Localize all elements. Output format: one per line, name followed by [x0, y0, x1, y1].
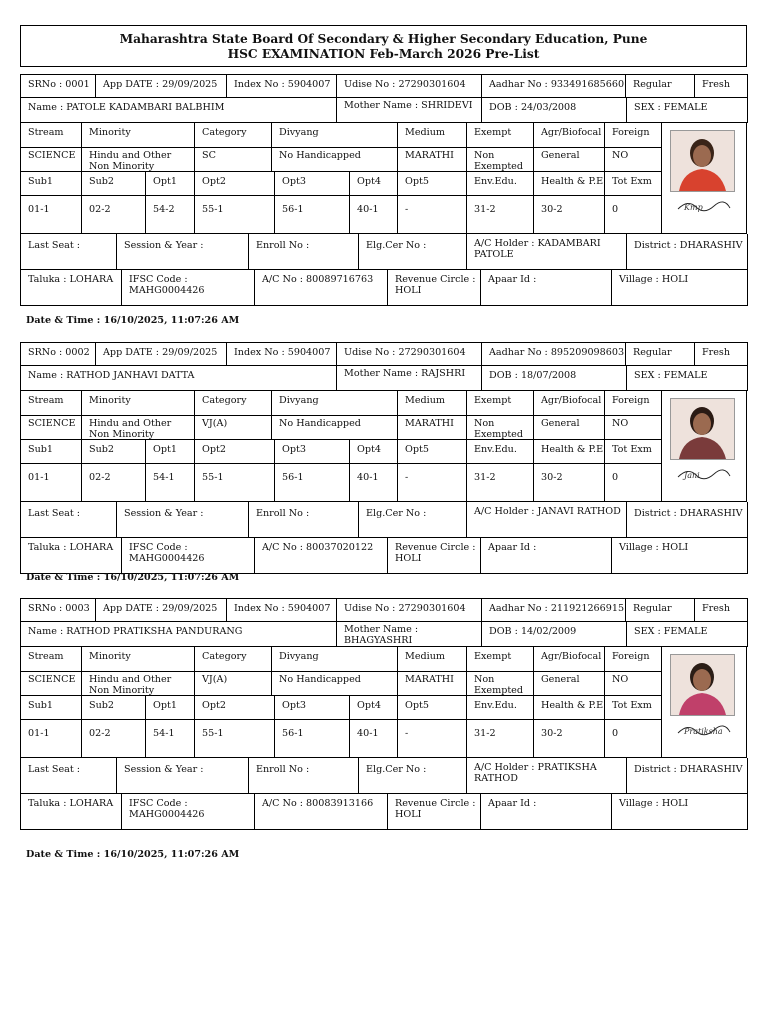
subject-value: 0: [604, 196, 662, 233]
photo-cell: [661, 391, 747, 502]
record-row-subjects: [20, 696, 661, 720]
subject-value: 40-1: [349, 196, 397, 233]
regular-status: Regular: [625, 599, 694, 621]
subject-label: Opt1: [145, 440, 194, 463]
subject-value: 54-1: [145, 720, 194, 757]
session-year: Session & Year :: [116, 234, 248, 269]
subject-label: Health & P.E: [533, 172, 604, 195]
udise-no: Udise No : 27290301604: [336, 599, 481, 621]
subject-value: 02-2: [81, 196, 145, 233]
document-header: [20, 25, 747, 67]
subject-value: 56-1: [274, 196, 349, 233]
field-label: Stream: [28, 395, 64, 406]
sr-no: SRNo : 0002: [28, 347, 90, 358]
apaar-id: Apaar Id :: [480, 538, 611, 573]
photo-cell: [661, 647, 747, 758]
record-row-seat: [20, 502, 748, 538]
subject-value: 54-2: [145, 196, 194, 233]
apaar-id: Apaar Id :: [480, 270, 611, 305]
subject-label: Env.Edu.: [466, 172, 533, 195]
field-value: Non Exempted: [466, 148, 533, 171]
field-value: VJ(A): [194, 672, 271, 695]
district: District : DHARASHIV: [626, 758, 749, 793]
record-row-labels: [20, 123, 661, 148]
student-photo: [670, 654, 735, 716]
field-value: SC: [194, 148, 271, 171]
record-row-name: [20, 98, 748, 123]
field-label: Foreign: [604, 391, 662, 415]
subject-label: Opt3: [274, 440, 349, 463]
subject-value: 55-1: [194, 464, 274, 501]
subject-label: Opt5: [397, 696, 466, 719]
field-label: Category: [194, 123, 271, 147]
sex: SEX : FEMALE: [626, 622, 749, 646]
session-year: Session & Year :: [116, 758, 248, 793]
field-label: Agr/Biofocal: [533, 123, 604, 147]
elg-cer-no: Elg.Cer No :: [358, 234, 466, 269]
subject-label: Opt4: [349, 696, 397, 719]
record-row-seat: [20, 758, 748, 794]
exam-title: HSC EXAMINATION Feb-March 2026 Pre-List: [227, 47, 540, 61]
subject-label: Opt1: [145, 172, 194, 195]
signature-text: Pratiksha: [684, 727, 723, 736]
field-value: No Handicapped: [271, 416, 397, 439]
subject-label: Opt3: [274, 172, 349, 195]
subject-value: 40-1: [349, 720, 397, 757]
record-row-bank: [20, 538, 748, 574]
record-row-values: [20, 672, 661, 696]
field-value: No Handicapped: [271, 672, 397, 695]
record-row-name: [20, 366, 748, 391]
signature-text: Kmp: [684, 203, 703, 212]
record-row-ids: [20, 598, 748, 622]
regular-status: Regular: [625, 75, 694, 97]
revenue-circle: Revenue Circle : HOLI: [387, 270, 480, 305]
record-row-subject-values: [20, 196, 661, 234]
subject-value: -: [397, 196, 466, 233]
taluka: Taluka : LOHARA: [28, 798, 114, 809]
elg-cer-no: Elg.Cer No :: [358, 758, 466, 793]
field-value: SCIENCE: [28, 150, 76, 161]
dob: DOB : 24/03/2008: [481, 98, 626, 122]
sex: SEX : FEMALE: [626, 98, 749, 122]
field-label: Exempt: [466, 123, 533, 147]
aadhar-no: Aadhar No : 895209098603: [481, 343, 625, 365]
subject-value: 30-2: [533, 720, 604, 757]
aadhar-no: Aadhar No : 211921266915: [481, 599, 625, 621]
last-seat: Last Seat :: [28, 508, 81, 519]
field-label: Category: [194, 391, 271, 415]
subject-value: 31-2: [466, 196, 533, 233]
subject-label: Opt2: [194, 696, 274, 719]
subject-label: Sub1: [28, 700, 53, 711]
student-name: Name : PATOLE KADAMBARI BALBHIM: [28, 102, 225, 113]
sr-no: SRNo : 0003: [28, 603, 90, 614]
last-seat: Last Seat :: [28, 240, 81, 251]
record-row-bank: [20, 794, 748, 830]
subject-label: Sub1: [28, 444, 53, 455]
subject-label: Env.Edu.: [466, 696, 533, 719]
mother-name: Mother Name : SHRIDEVI: [336, 98, 481, 122]
field-label: Foreign: [604, 647, 662, 671]
district: District : DHARASHIV: [626, 502, 749, 537]
signature-image: [674, 463, 734, 485]
subject-label: Sub2: [81, 696, 145, 719]
signature-text: Jani: [684, 471, 700, 480]
subject-label: Tot Exm: [604, 696, 662, 719]
revenue-circle: Revenue Circle : HOLI: [387, 538, 480, 573]
field-value: MARATHI: [397, 672, 466, 695]
student-record: [20, 598, 748, 832]
field-value: General: [533, 416, 604, 439]
ac-holder: A/C Holder : PRATIKSHA RATHOD: [466, 758, 626, 793]
regular-status: Regular: [625, 343, 694, 365]
field-value: General: [533, 672, 604, 695]
field-value: Hindu and Other Non Minority: [81, 416, 194, 439]
subject-label: Opt1: [145, 696, 194, 719]
field-value: NO: [604, 148, 662, 171]
subject-value: 0: [604, 720, 662, 757]
ac-holder: A/C Holder : KADAMBARI PATOLE: [466, 234, 626, 269]
ac-no: A/C No : 80037020122: [254, 538, 387, 573]
record-row-ids: [20, 342, 748, 366]
udise-no: Udise No : 27290301604: [336, 75, 481, 97]
record-row-labels: [20, 647, 661, 672]
subject-value: 56-1: [274, 464, 349, 501]
subject-value: -: [397, 720, 466, 757]
ac-no: A/C No : 80089716763: [254, 270, 387, 305]
aadhar-no: Aadhar No : 933491685660: [481, 75, 625, 97]
field-value: NO: [604, 672, 662, 695]
subject-value: 40-1: [349, 464, 397, 501]
village: Village : HOLI: [611, 538, 749, 573]
last-seat: Last Seat :: [28, 764, 81, 775]
field-label: Divyang: [271, 647, 397, 671]
dob: DOB : 18/07/2008: [481, 366, 626, 390]
field-label: Category: [194, 647, 271, 671]
field-value: Non Exempted: [466, 416, 533, 439]
revenue-circle: Revenue Circle : HOLI: [387, 794, 480, 829]
subject-label: Health & P.E: [533, 440, 604, 463]
subject-label: Opt4: [349, 440, 397, 463]
field-label: Divyang: [271, 391, 397, 415]
enroll-no: Enroll No :: [248, 758, 358, 793]
subject-label: Sub2: [81, 440, 145, 463]
subject-value: -: [397, 464, 466, 501]
field-value: Hindu and Other Non Minority: [81, 672, 194, 695]
subject-value: 55-1: [194, 720, 274, 757]
field-value: Non Exempted: [466, 672, 533, 695]
field-value: SCIENCE: [28, 418, 76, 429]
dob: DOB : 14/02/2009: [481, 622, 626, 646]
subject-value: 02-2: [81, 720, 145, 757]
field-value: NO: [604, 416, 662, 439]
apaar-id: Apaar Id :: [480, 794, 611, 829]
photo-cell: [661, 123, 747, 234]
fresh-status: Fresh: [694, 599, 749, 621]
subject-value: 54-1: [145, 464, 194, 501]
mother-name: Mother Name : BHAGYASHRI: [336, 622, 481, 646]
board-title: Maharashtra State Board Of Secondary & Higher Secondary Education, Pune: [119, 32, 648, 46]
record-row-seat: [20, 234, 748, 270]
elg-cer-no: Elg.Cer No :: [358, 502, 466, 537]
subject-label: Tot Exm: [604, 440, 662, 463]
subject-label: Tot Exm: [604, 172, 662, 195]
student-photo: [670, 398, 735, 460]
student-photo: [670, 130, 735, 192]
student-record: [20, 74, 748, 308]
udise-no: Udise No : 27290301604: [336, 343, 481, 365]
field-label: Medium: [397, 647, 466, 671]
field-label: Stream: [28, 651, 64, 662]
record-row-values: [20, 148, 661, 172]
enroll-no: Enroll No :: [248, 234, 358, 269]
village: Village : HOLI: [611, 270, 749, 305]
subject-label: Sub2: [81, 172, 145, 195]
subject-value: 55-1: [194, 196, 274, 233]
fresh-status: Fresh: [694, 75, 749, 97]
record-datetime: Date & Time : 16/10/2025, 11:07:26 AM: [26, 572, 240, 583]
signature-image: [674, 195, 734, 217]
student-record: [20, 342, 748, 576]
student-name: Name : RATHOD PRATIKSHA PANDURANG: [28, 626, 243, 637]
record-row-subjects: [20, 172, 661, 196]
field-label: Exempt: [466, 647, 533, 671]
subject-value: 31-2: [466, 720, 533, 757]
sex: SEX : FEMALE: [626, 366, 749, 390]
field-value: SCIENCE: [28, 674, 76, 685]
ifsc-code: IFSC Code : MAHG0004426: [121, 538, 254, 573]
subject-value: 01-1: [28, 204, 50, 215]
student-name: Name : RATHOD JANHAVI DATTA: [28, 370, 195, 381]
subject-value: 02-2: [81, 464, 145, 501]
ifsc-code: IFSC Code : MAHG0004426: [121, 794, 254, 829]
field-label: Stream: [28, 127, 64, 138]
ac-no: A/C No : 80083913166: [254, 794, 387, 829]
subject-value: 01-1: [28, 472, 50, 483]
field-value: No Handicapped: [271, 148, 397, 171]
field-label: Agr/Biofocal: [533, 647, 604, 671]
subject-label: Env.Edu.: [466, 440, 533, 463]
mother-name: Mother Name : RAJSHRI: [336, 366, 481, 390]
taluka: Taluka : LOHARA: [28, 542, 114, 553]
subject-value: 01-1: [28, 728, 50, 739]
subject-value: 31-2: [466, 464, 533, 501]
record-datetime: Date & Time : 16/10/2025, 11:07:26 AM: [26, 849, 240, 860]
index-no: Index No : 5904007: [226, 75, 336, 97]
field-label: Exempt: [466, 391, 533, 415]
subject-label: Opt2: [194, 172, 274, 195]
app-date: App DATE : 29/09/2025: [95, 343, 226, 365]
field-label: Medium: [397, 391, 466, 415]
ac-holder: A/C Holder : JANAVI RATHOD: [466, 502, 626, 537]
field-label: Medium: [397, 123, 466, 147]
field-value: MARATHI: [397, 148, 466, 171]
record-row-values: [20, 416, 661, 440]
subject-label: Sub1: [28, 176, 53, 187]
field-value: MARATHI: [397, 416, 466, 439]
field-label: Minority: [81, 647, 194, 671]
subject-value: 30-2: [533, 464, 604, 501]
fresh-status: Fresh: [694, 343, 749, 365]
record-row-subject-values: [20, 720, 661, 758]
subject-label: Opt2: [194, 440, 274, 463]
index-no: Index No : 5904007: [226, 599, 336, 621]
app-date: App DATE : 29/09/2025: [95, 599, 226, 621]
sr-no: SRNo : 0001: [28, 79, 90, 90]
app-date: App DATE : 29/09/2025: [95, 75, 226, 97]
village: Village : HOLI: [611, 794, 749, 829]
field-value: VJ(A): [194, 416, 271, 439]
subject-label: Opt4: [349, 172, 397, 195]
record-row-bank: [20, 270, 748, 306]
subject-value: 30-2: [533, 196, 604, 233]
record-datetime: Date & Time : 16/10/2025, 11:07:26 AM: [26, 315, 240, 326]
field-label: Foreign: [604, 123, 662, 147]
field-label: Agr/Biofocal: [533, 391, 604, 415]
ifsc-code: IFSC Code : MAHG0004426: [121, 270, 254, 305]
record-row-ids: [20, 74, 748, 98]
subject-value: 56-1: [274, 720, 349, 757]
district: District : DHARASHIV: [626, 234, 749, 269]
taluka: Taluka : LOHARA: [28, 274, 114, 285]
field-label: Minority: [81, 391, 194, 415]
field-label: Minority: [81, 123, 194, 147]
subject-label: Opt3: [274, 696, 349, 719]
field-value: General: [533, 148, 604, 171]
field-value: Hindu and Other Non Minority: [81, 148, 194, 171]
record-row-subjects: [20, 440, 661, 464]
record-row-subject-values: [20, 464, 661, 502]
enroll-no: Enroll No :: [248, 502, 358, 537]
signature-image: [674, 719, 734, 741]
subject-label: Opt5: [397, 172, 466, 195]
subject-label: Opt5: [397, 440, 466, 463]
session-year: Session & Year :: [116, 502, 248, 537]
subject-label: Health & P.E: [533, 696, 604, 719]
index-no: Index No : 5904007: [226, 343, 336, 365]
subject-value: 0: [604, 464, 662, 501]
record-row-labels: [20, 391, 661, 416]
field-label: Divyang: [271, 123, 397, 147]
record-row-name: [20, 622, 748, 647]
